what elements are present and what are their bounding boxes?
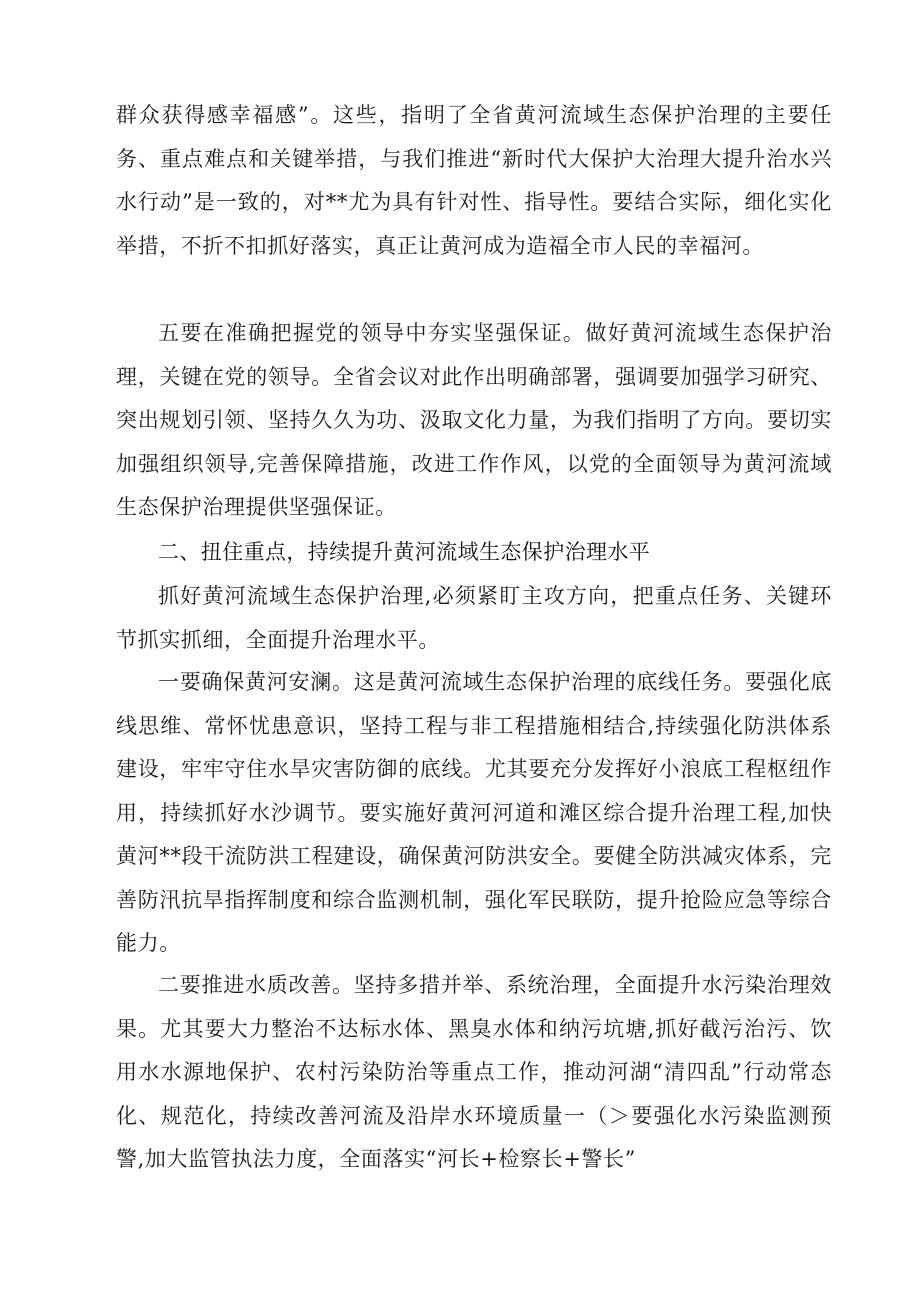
paragraph-continuation: 群众获得感幸福感”。这些，指明了全省黄河流域生态保护治理的主要任务、重点难点和关键举措，与我们推进“新时代大保护大治理大提升治水兴水行动”是一致的，对**尤为具有针对性、指导性。要结合实际，细化实化举措，不折不扣抓好落实，真正让黄河成为造福全市人民的幸福河。 [116,103,832,258]
paragraph-intro: 抓好黄河流域生态保护治理,必须紧盯主攻方向，把重点任务、关键环节抓实抓细，全面提升治理水平。 [116,584,832,652]
paragraph-five: 五要在准确把握党的领导中夯实坚强保证。做好黄河流域生态保护治理，关键在党的领导。全省会议对此作出明确部署，强调要加强学习研究、突出规划引领、坚持久久为功、汲取文化力量，为我们指明了方向。要切实加强组织领导,完善保障措施，改进工作作风，以党的全面领导为黄河流域生态保护治理提供坚强保证。 [116,321,832,519]
paragraph-two: 二要推进水质改善。坚持多措并举、系统治理，全面提升水污染治理效果。尤其要大力整治不达标水体、黑臭水体和纳污坑塘,抓好截污治污、饮用水水源地保护、农村污染防治等重点工作，推动河湖“清四乱”行动常态化、规范化，持续改善河流及沿岸水环境质量一（＞要强化水污染监测预警,加大监管执法力度，全面落实“河长+检察长+警长” [116,973,832,1171]
section-heading: 二、扭住重点，持续提升黄河流域生态保护治理水平 [158,540,651,564]
paragraph-one: 一要确保黄河安澜。这是黄河流域生态保护治理的底线任务。要强化底线思维、常怀忧患意识，坚持工程与非工程措施相结合,持续强化防洪体系建设，牢牢守住水旱灾害防御的底线。尤其要充分发挥好小浪底工程枢纽作用，持续抓好水沙调节。要实施好黄河河道和滩区综合提升治理工程,加快黄河**段干流防洪工程建设，确保黄河防洪安全。要健全防洪减灾体系，完善防汛抗旱指挥制度和综合监测机制，强化军民联防，提升抢险应急等综合能力。 [116,670,832,955]
